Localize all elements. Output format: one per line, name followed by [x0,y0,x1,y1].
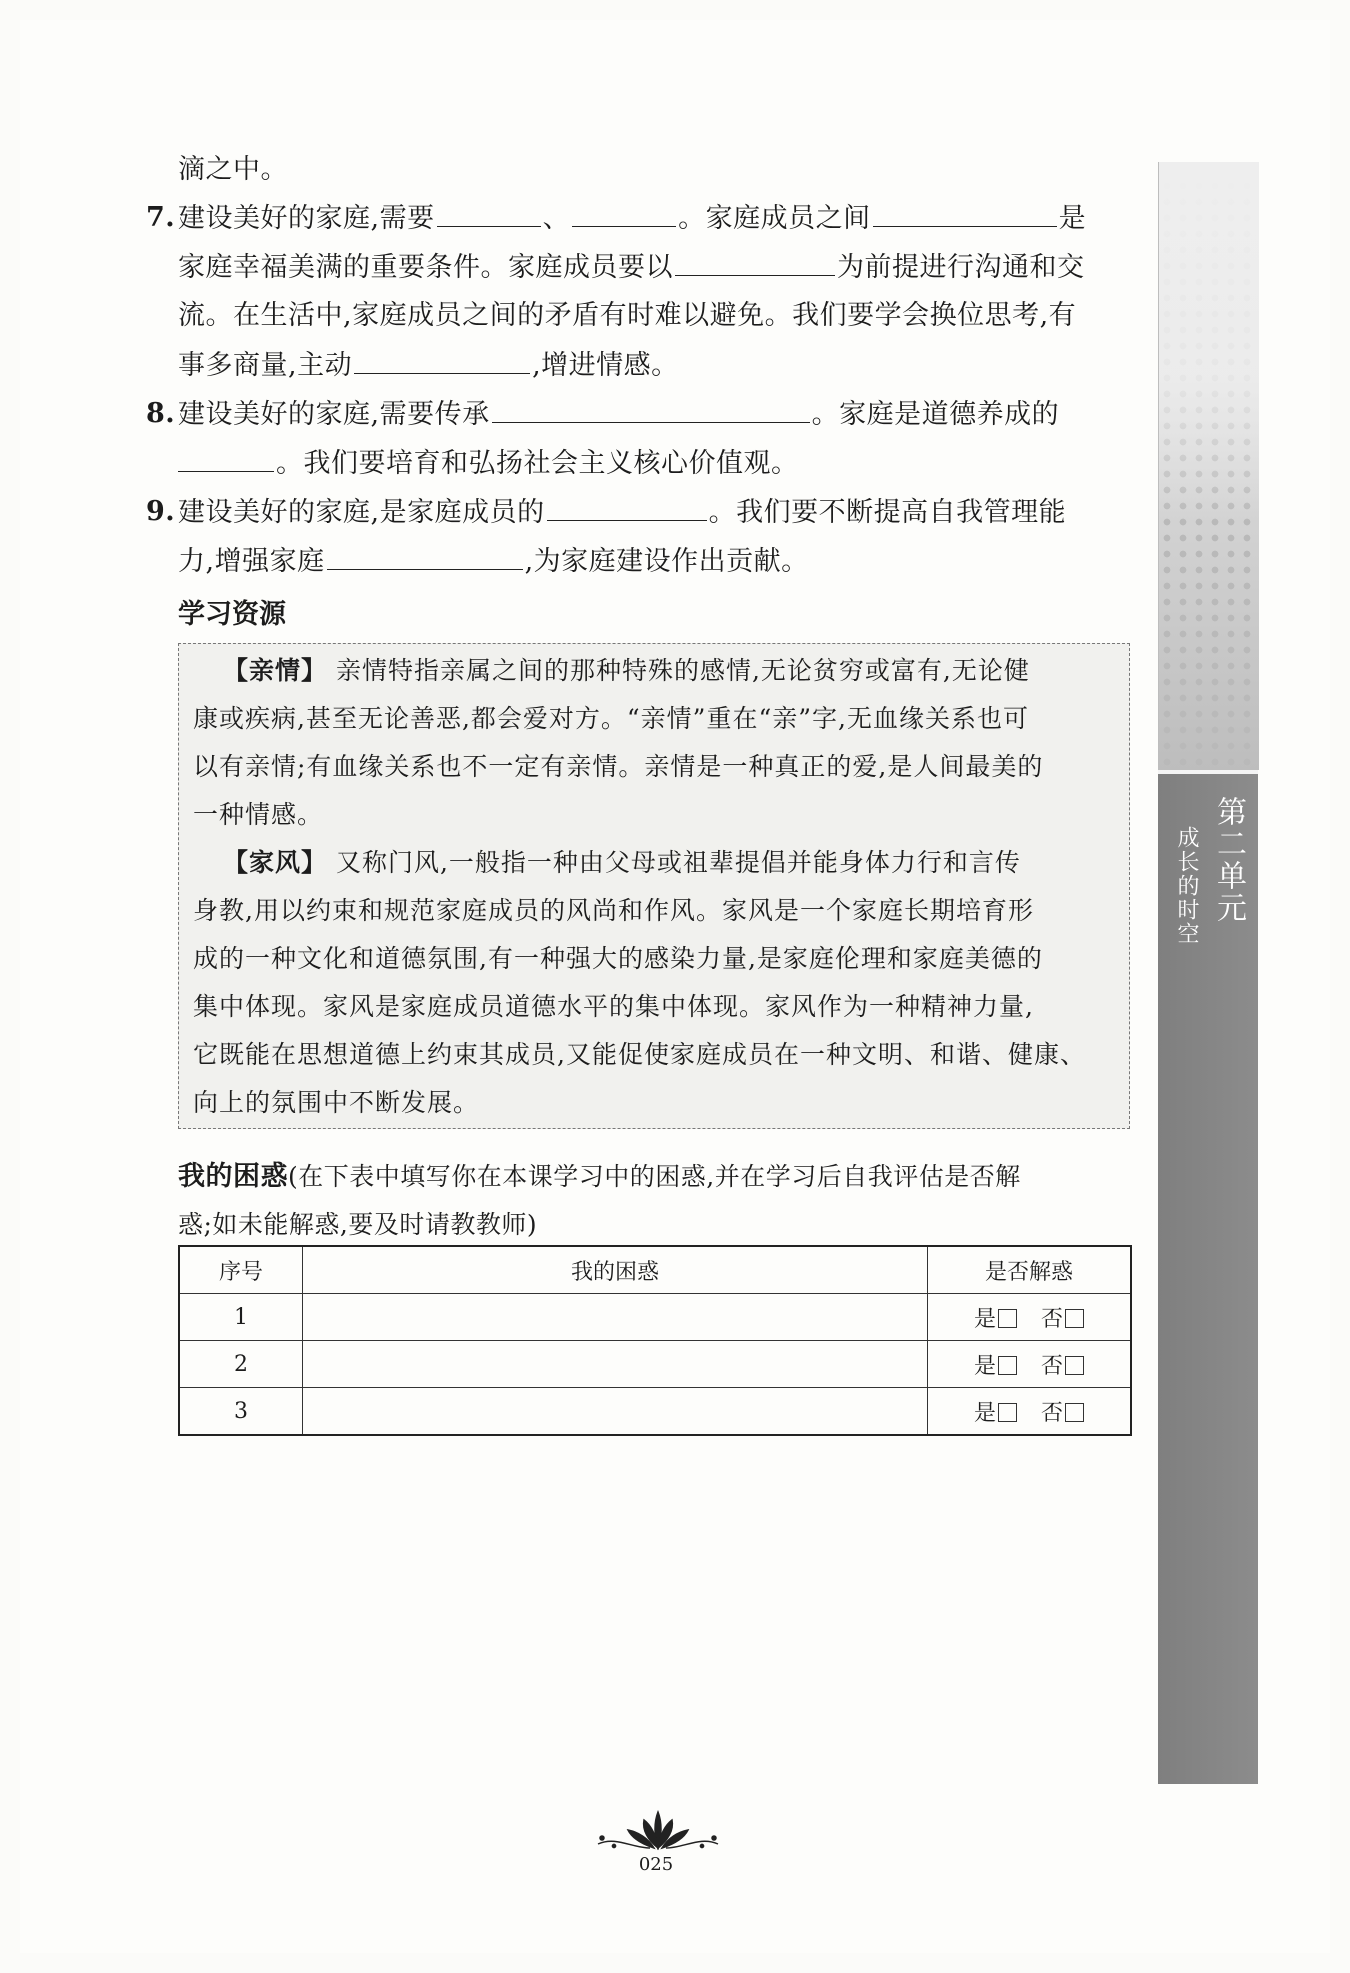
q9-text: 建设美好的家庭,是家庭成员的 [178,497,545,528]
col-header: 是否解惑 [928,1246,1132,1294]
q8-number: 8. [146,398,176,429]
q9-blank-1[interactable] [547,492,707,521]
side-tab-pattern [1158,162,1259,770]
resource-line [223,652,1030,690]
q7-text: 是 [1058,203,1087,234]
q7-text: 家庭幸福美满的重要条件。家庭成员要以 [178,252,673,283]
page-number: 025 [638,1854,674,1875]
col-header: 序号 [179,1246,303,1294]
resource-line: 向上的氛围中不断发展。 [193,1088,480,1117]
col-header: 我的困惑 [303,1246,928,1294]
q7-blank-5[interactable] [354,345,530,374]
resource-text: 亲情特指亲属之间的那种特殊的感情,无论贫穷或富有,无论健 [335,656,1030,685]
confusion-instruction: (在下表中填写你在本课学习中的困惑,并在学习后自我评估是否解 [288,1162,1021,1191]
q9-blank-2[interactable] [327,541,523,570]
unit-subtitle: 成长的时空 [1174,826,1199,946]
row-number: 2 [179,1341,303,1388]
q8-line-2 [178,443,799,484]
q7-line-3: 流。在生活中,家庭成员之间的矛盾有时难以避免。我们要学会换位思考,有 [178,300,1077,331]
resource-line: 康或疾病,甚至无论善恶,都会爱对方。“亲情”重在“亲”字,无血缘关系也可 [193,704,1029,733]
q7-number: 7. [146,202,176,233]
yes-label: 是 [973,1353,996,1379]
q8-blank-1[interactable] [492,394,810,423]
q7-line-2 [178,247,1085,288]
yes-checkbox[interactable] [974,1396,1017,1427]
table-header-row [179,1246,1131,1294]
resource-line: 以有亲情;有血缘关系也不一定有亲情。亲情是一种真正的爱,是人间最美的 [193,752,1044,781]
side-tab [1158,770,1258,1784]
q7-text: 为前提进行沟通和交 [837,252,1085,283]
q7-text: 、 [542,203,571,234]
row-number: 3 [179,1388,303,1436]
confusion-cell[interactable] [303,1294,928,1341]
qinqing-tag: 【亲情】 [223,656,328,685]
confusion-cell[interactable] [303,1388,928,1436]
q9-text: ,为家庭建设作出贡献。 [524,546,809,577]
q8-text: 。家庭是道德养成的 [811,399,1060,430]
q9-number: 9. [146,496,176,527]
no-checkbox[interactable] [1041,1302,1084,1333]
q8-text: 建设美好的家庭,需要传承 [178,399,490,430]
confusion-table [178,1245,1132,1436]
jiafeng-tag: 【家风】 [223,848,328,877]
q8-blank-2[interactable] [178,443,274,472]
resource-line: 集中体现。家风是家庭成员道德水平的集中体现。家风作为一种精神力量, [193,992,1034,1021]
table-row [179,1388,1131,1436]
q6-tail: 滴之中。 [178,154,288,185]
unit-title: 第二单元 [1211,796,1246,924]
resource-box [178,643,1130,1129]
q9-line-2 [178,541,809,582]
confusion-heading: 我的困惑 [178,1161,288,1192]
resource-text: 又称门风,一般指一种由父母或祖辈提倡并能身体力行和言传 [335,848,1021,877]
confusion-cell[interactable] [303,1341,928,1388]
no-checkbox[interactable] [1041,1396,1084,1427]
q7-line-1 [146,198,1087,239]
q7-blank-1[interactable] [437,198,541,227]
q7-blank-3[interactable] [873,198,1057,227]
row-number: 1 [179,1294,303,1341]
q7-blank-4[interactable] [675,247,835,276]
q7-line-4 [178,345,679,386]
q7-text: 事多商量,主动 [178,350,353,381]
resource-line: 成的一种文化和道德氛围,有一种强大的感染力量,是家庭伦理和家庭美德的 [193,944,1043,973]
yes-checkbox[interactable] [974,1302,1017,1333]
resource-line [223,844,1021,882]
no-label: 否 [1041,1306,1064,1332]
resources-heading: 学习资源 [178,599,286,630]
resolved-cell [928,1388,1132,1436]
yes-label: 是 [973,1400,996,1426]
resource-line: 它既能在思想道德上约束其成员,又能促使家庭成员在一种文明、和谐、健康、 [193,1040,1086,1069]
q9-line-1 [146,492,1067,533]
no-label: 否 [1041,1400,1064,1426]
leaf-ornament-icon [588,1808,728,1852]
q7-text: ,增进情感。 [532,350,679,381]
q7-text: 建设美好的家庭,需要 [178,203,435,234]
no-label: 否 [1041,1353,1064,1379]
q7-text: 。家庭成员之间 [678,203,871,234]
confusion-instruction-2: 惑;如未能解惑,要及时请教教师) [178,1210,538,1239]
q9-text: 。我们要不断提高自我管理能 [708,497,1067,528]
resource-line: 身教,用以约束和规范家庭成员的风尚和作风。家风是一个家庭长期培育形 [193,896,1034,925]
resolved-cell [928,1341,1132,1388]
yes-label: 是 [973,1306,996,1332]
resolved-cell [928,1294,1132,1341]
resource-line: 一种情感。 [193,800,324,829]
table-row [179,1294,1131,1341]
table-row [179,1341,1131,1388]
q7-blank-2[interactable] [572,198,676,227]
q8-text: 。我们要培育和弘扬社会主义核心价值观。 [276,448,799,479]
q9-text: 力,增强家庭 [178,546,325,577]
no-checkbox[interactable] [1041,1349,1084,1380]
confusion-intro [178,1157,1021,1197]
q8-line-1 [146,394,1060,435]
yes-checkbox[interactable] [974,1349,1017,1380]
